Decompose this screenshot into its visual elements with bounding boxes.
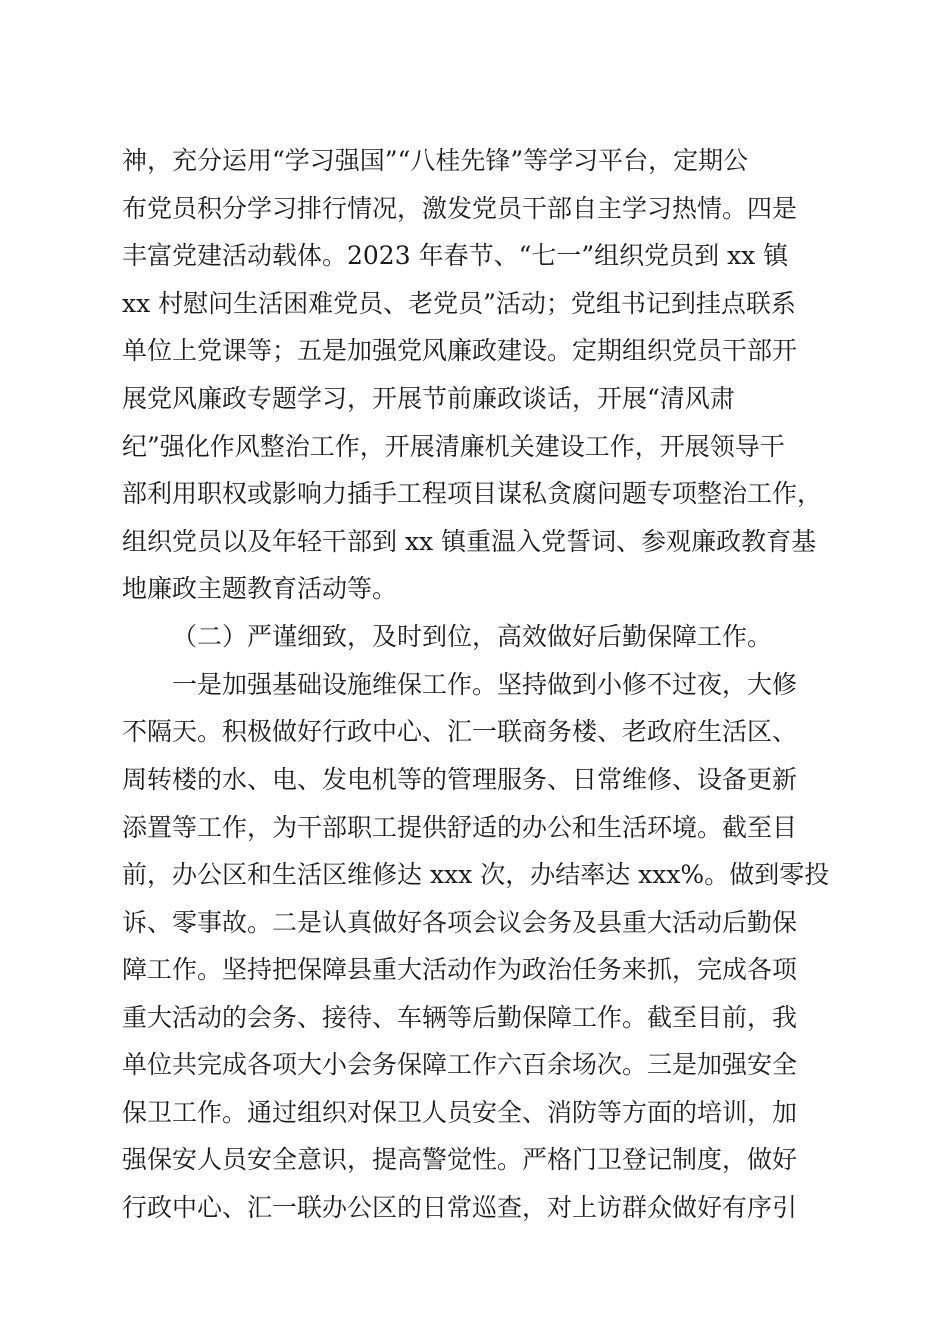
paragraph-line: 障工作。坚持把保障县重大活动作为政治任务来抓，完成各项 [122,955,798,984]
paragraph-line: 单位上党课等；五是加强党风廉政建设。定期组织党员干部开 [122,336,798,365]
paragraph-line: 神，充分运用“学习强国”“八桂先锋”等学习平台，定期公 [122,146,749,175]
paragraph-line: 纪”强化作风整治工作，开展清廉机关建设工作，开展领导干 [122,432,785,461]
paragraph-line: 地廉政主题教育活动等。 [122,574,398,603]
paragraph-line: 强保安人员安全意识，提高警觉性。严格门卫登记制度，做好 [122,1145,798,1174]
paragraph-line: 诉、零事故。二是认真做好各项会议会务及县重大活动后勤保 [122,908,798,937]
paragraph-line: 单位共完成各项大小会务保障工作六百余场次。三是加强安全 [122,1050,798,1079]
paragraph-line: 不隔天。积极做好行政中心、汇一联商务楼、老政府生活区、 [122,717,798,746]
paragraph-line: 组织党员以及年轻干部到 xx 镇重温入党誓词、参观廉政教育基 [122,527,817,556]
paragraph-line: 前，办公区和生活区维修达 xxx 次，办结率达 xxx%。做到零投 [122,860,830,889]
paragraph-line: xx 村慰问生活困难党员、老党员”活动；党组书记到挂点联系 [122,289,796,318]
paragraph-line: 行政中心、汇一联办公区的日常巡查，对上访群众做好有序引 [122,1193,798,1222]
paragraph-line: 保卫工作。通过组织对保卫人员安全、消防等方面的培训，加 [122,1098,798,1127]
paragraph-line: 周转楼的水、电、发电机等的管理服务、日常维修、设备更新 [122,765,798,794]
paragraph-line: 布党员积分学习排行情况，激发党员干部自主学习热情。四是 [122,194,798,223]
paragraph-line: 丰富党建活动载体。2023 年春节、“七一”组织党员到 xx 镇 [122,241,789,270]
paragraph-line: 展党风廉政专题学习，开展节前廉政谈话，开展“清风肃 [122,384,735,413]
paragraph-line: 重大活动的会务、接待、车辆等后勤保障工作。截至目前，我 [122,1003,798,1032]
paragraph-line: 一是加强基础设施维保工作。坚持做到小修不过夜，大修 [172,670,798,699]
section-heading: （二）严谨细致，及时到位，高效做好后勤保障工作。 [172,622,773,651]
paragraph-line: 添置等工作，为干部职工提供舒适的办公和生活环境。截至目 [122,813,798,842]
paragraph-line: 部利用职权或影响力插手工程项目谋私贪腐问题专项整治工作， [122,479,823,508]
